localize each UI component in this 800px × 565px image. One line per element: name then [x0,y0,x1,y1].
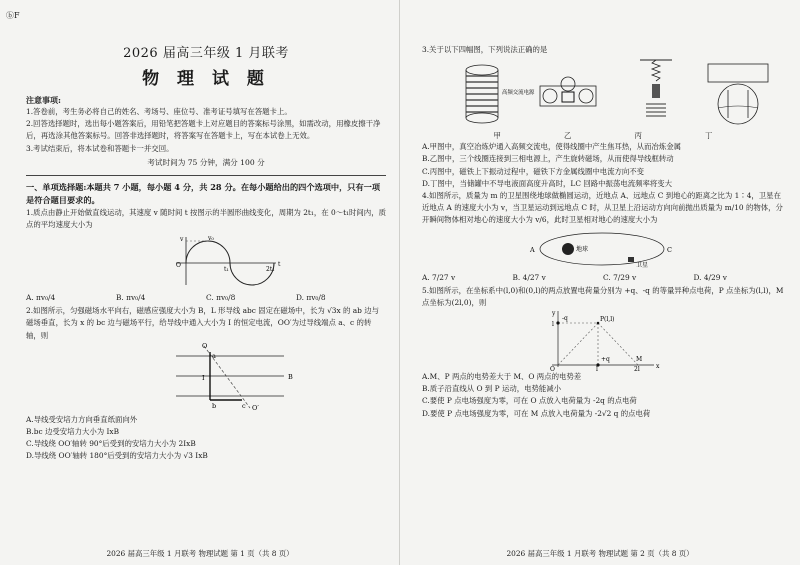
q1-graph-o: O [176,262,181,270]
q5-label-l: l [596,366,598,372]
q3-label-ding: 丁 [705,131,713,141]
q2-label-c: c [242,401,246,410]
q1-option-d: D. πv₀/8 [296,293,326,303]
notice-heading: 注意事项: [26,95,61,105]
q4-options [422,273,784,282]
q1-graph-t: t [278,261,281,269]
q5-stem: 5.如图所示，在坐标系中(l,0)和(0,l)的两点放置电荷量分别为 +q、-q 的等量异种点电荷，P 点坐标为(l,l)，M 点坐标为(2l,0)，则 [422,285,784,307]
q3-fig-furnace [466,65,535,123]
time-note: 考试时间为 75 分钟，满分 100 分 [147,157,265,167]
q1-graph-v: v [180,236,184,244]
q4-option-d: D. 4/29 v [693,272,727,282]
q3-label-yi: 乙 [564,131,572,141]
q1-option-a: A. πv₀/4 [26,293,56,303]
q1-stem: 1.质点由静止开始做直线运动，其速度 v 随时间 t 按图示的半圆形曲线变化，周期为 2t₁，在 0～t₁时间内，质点的平均速度大小为 [26,207,386,230]
q5-label-pos-q: +q [601,356,610,364]
q2-label-i: I [202,373,205,382]
q3-option-c: C.丙图中，磁铁上下振动过程中，磁铁下方金属线圈中电流方向不变 [422,166,645,176]
q1-option-b: B. πv₀/4 [116,293,146,303]
q1-option-c: C. πv₀/8 [206,293,236,303]
q5-option-b: B.质子沿直线从 O 到 P 运动，电势能减小 [422,384,562,394]
q2-option-a: A.导线受安培力方向垂直纸面向外 [26,414,138,424]
q2-option-b: B.bc 边受安培力大小为 IxB [26,427,119,437]
q1-options [26,293,386,302]
q2-option-c: C.导线绕 OO′轴转 90°后受到的安培力大小为 2IxB [26,439,196,449]
q3-fig-three-coils [540,77,596,106]
q3-figure-labels [462,130,744,141]
q1-graph-t1: t₁ [224,266,229,274]
page-2 [400,0,800,565]
q3-label-jia: 甲 [493,131,501,141]
q2-stem: 2.如图所示，匀强磁场水平向右，磁感应强度大小为 B，L 形导线 abc 固定在磁场中，长为 √3x 的 ab 边与磁场垂直，长为 x 的 bc 边与磁场平行，给导线中通入大小为 I 的恒定电流，OO′为过导线端点 a、c 的转轴，则 [26,306,380,340]
q3-stem: 3.关于以下四幅图，下列说法正确的是 [422,45,548,54]
q5-label-y: y [552,310,556,318]
q4-orbit-figure [422,227,782,271]
q5-coordinate-figure [422,309,782,371]
q1-vt-graph [26,231,386,291]
q4-label-a: A [530,245,535,254]
q5-option-d: D.要使 P 点电场强度为零，可在 M 点放入电荷量为 -2√2 q 的点电荷 [422,408,651,418]
q5-label-x: x [656,363,660,371]
q5-label-2l: 2l [634,366,640,372]
subject-title: 物 理 试 题 [142,69,270,89]
page2-footer: 2026 届高三年级 1 月联考 物理试题 第 2 页（共 8 页） [506,549,694,558]
page1-footer: 2026 届高三年级 1 月联考 物理试题 第 1 页（共 8 页） [106,549,294,558]
q3-fig-magnet-spring [640,60,672,116]
q5-label-neg-q: -q [562,315,568,323]
q5-label-l-axis: l [552,321,554,329]
q2-label-b: b [212,401,217,410]
q5-option-a: A.M、P 两点的电势差大于 M、O 两点的电势差 [422,372,582,382]
q5-label-p: P(l,l) [600,316,615,324]
notice-item: 2.回答选择题时，选出每小题答案后，用铅笔把答题卡上对应题目的答案标号涂黑，如需改动，用橡皮擦干净后，再选涂其他答案标号。回答非选择题时，将答案写在答题卡上，写在本试卷上无效。 [26,119,381,141]
section1-heading: 一、单项选择题:本题共 7 小题，每小题 4 分，共 28 分。在每小题给出的四个选项中，只有一项是符合题目要求的。 [26,181,381,205]
section-rule [26,175,386,176]
q1-graph-2t1: 2t₁ [266,266,275,274]
q3-option-a: A.甲图中，真空冶炼炉通入高频交流电，使得线圈中产生焦耳热，从而冶炼金属 [422,142,681,152]
q3-furnace-label: 高频交流电源 [502,90,535,97]
notice-item: 1.答卷前，考生务必将自己的姓名、考场号、座位号、准考证号填写在答题卡上。 [26,107,292,116]
q2-option-d: D.导线绕 OO′轴转 180°后受到的安培力大小为 √3 IxB [26,451,208,461]
q1-graph-v0: v₀ [208,235,214,243]
q3-label-bing: 丙 [634,131,642,141]
q3-option-b: B.乙图中，三个线圈连接到三相电源上，产生旋转磁场，从而使得导线框转动 [422,154,674,164]
q2-label-o2: O′ [252,403,259,412]
q4-option-a: A. 7/27 v [422,272,456,282]
exam-title: 2026 届高三年级 1 月联考 [123,46,289,61]
q2-label-b-field: B [288,372,293,381]
q4-label-earth: 地球 [576,245,589,253]
notice-item: 3.考试结束后，将本试卷和答题卡一并交回。 [26,143,174,153]
q5-label-o: O [550,366,555,372]
corner-mark: ⓑF [6,11,20,20]
q2-label-a: a [212,351,216,360]
q4-stem: 4.如图所示，质量为 m 的卫星围绕地球做椭圆运动，近地点 A、远地点 C 到地心的距离之比为 1∶4，卫星在近地点 A 的速度大小为 v，当卫星运动到远地点 C 时，从卫星上沿运动方向向前抛出质量为 m/10 的物体，分开瞬间物体相对地心的速度大小为 v/6，此时卫星相对地心的速度大小为 [422,191,783,225]
q3-four-figures [422,56,782,130]
q5-label-m: M [636,356,643,364]
q4-label-satellite: 卫星 [636,261,649,269]
q4-option-b: B. 4/27 v [512,272,546,282]
q3-fig-lc-tank [708,64,768,124]
q5-option-c: C.要使 P 点电场强度为零，可在 O 点放入电荷量为 -2q 的点电荷 [422,396,637,406]
q4-label-c: C [667,245,672,254]
q2-magnetic-field-figure [26,342,386,414]
q3-option-d: D.丁图中，当储罐中不导电液面高度升高时，LC 回路中振荡电流频率将变大 [422,178,673,188]
q2-label-o: O [202,341,208,350]
q4-option-c: C. 7/29 v [603,272,637,282]
